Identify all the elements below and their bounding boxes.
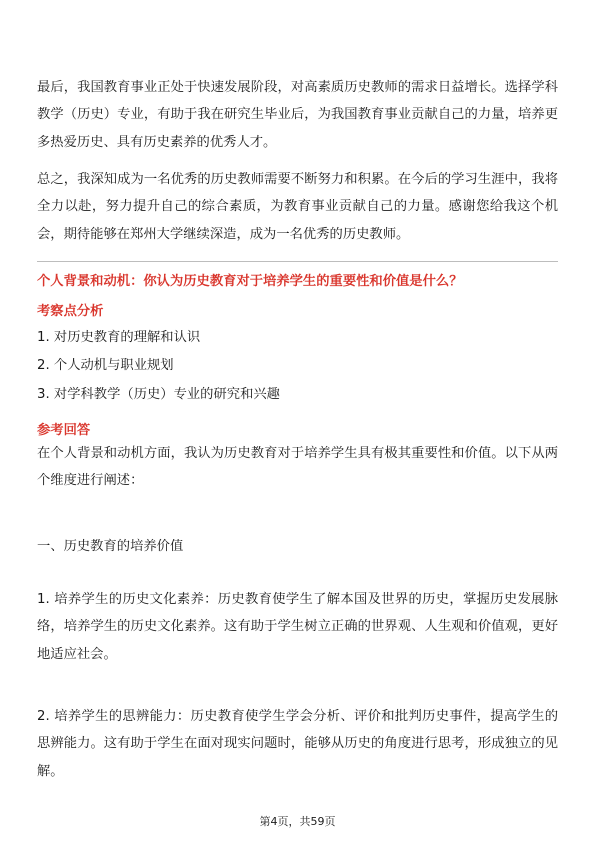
answer-intro: 在个人背景和动机方面，我认为历史教育对于培养学生具有极其重要性和价值。以下从两个维度进行阐述： [37,446,558,489]
analysis-label: 考察点分析 [37,304,104,319]
analysis-item: 1. 对历史教育的理解和认识 [37,330,201,345]
answer-label: 参考回答 [37,423,91,438]
analysis-item: 3. 对学科教学（历史）专业的研究和兴趣 [37,387,280,402]
analysis-item: 2. 个人动机与职业规划 [37,358,174,373]
paragraph-conclusion-1: 最后，我国教育事业正处于快速发展阶段，对高素质历史教师的需求日益增长。选择学科教学（历史）专业，有助于我在研究生毕业后，为我国教育事业贡献自己的力量，培养更多热爱历史、具有历史素养的优秀人才。 [37,80,558,150]
answer-point: 2. 培养学生的思辨能力：历史教育使学生学会分析、评价和批判历史事件，提高学生的思辨能力。这有助于学生在面对现实问题时，能够从历史的角度进行思考，形成独立的见解。 [37,709,558,779]
answer-point: 1. 培养学生的历史文化素养：历史教育使学生了解本国及世界的历史，掌握历史发展脉络，培养学生的历史文化素养。这有助于学生树立正确的世界观、人生观和价值观，更好地适应社会。 [37,592,558,662]
answer-section-heading: 一、历史教育的培养价值 [37,539,184,554]
section-divider [37,261,558,262]
question-heading: 个人背景和动机：你认为历史教育对于培养学生的重要性和价值是什么？ [37,274,463,289]
page-number-footer: 第4页，共59页 [259,815,336,828]
paragraph-conclusion-2: 总之，我深知成为一名优秀的历史教师需要不断努力和积累。在今后的学习生涯中，我将全力以赴，努力提升自己的综合素质，为教育事业贡献自己的力量。感谢您给我这个机会，期待能够在郑州大学继续深造，成为一名优秀的历史教师。 [37,172,558,242]
